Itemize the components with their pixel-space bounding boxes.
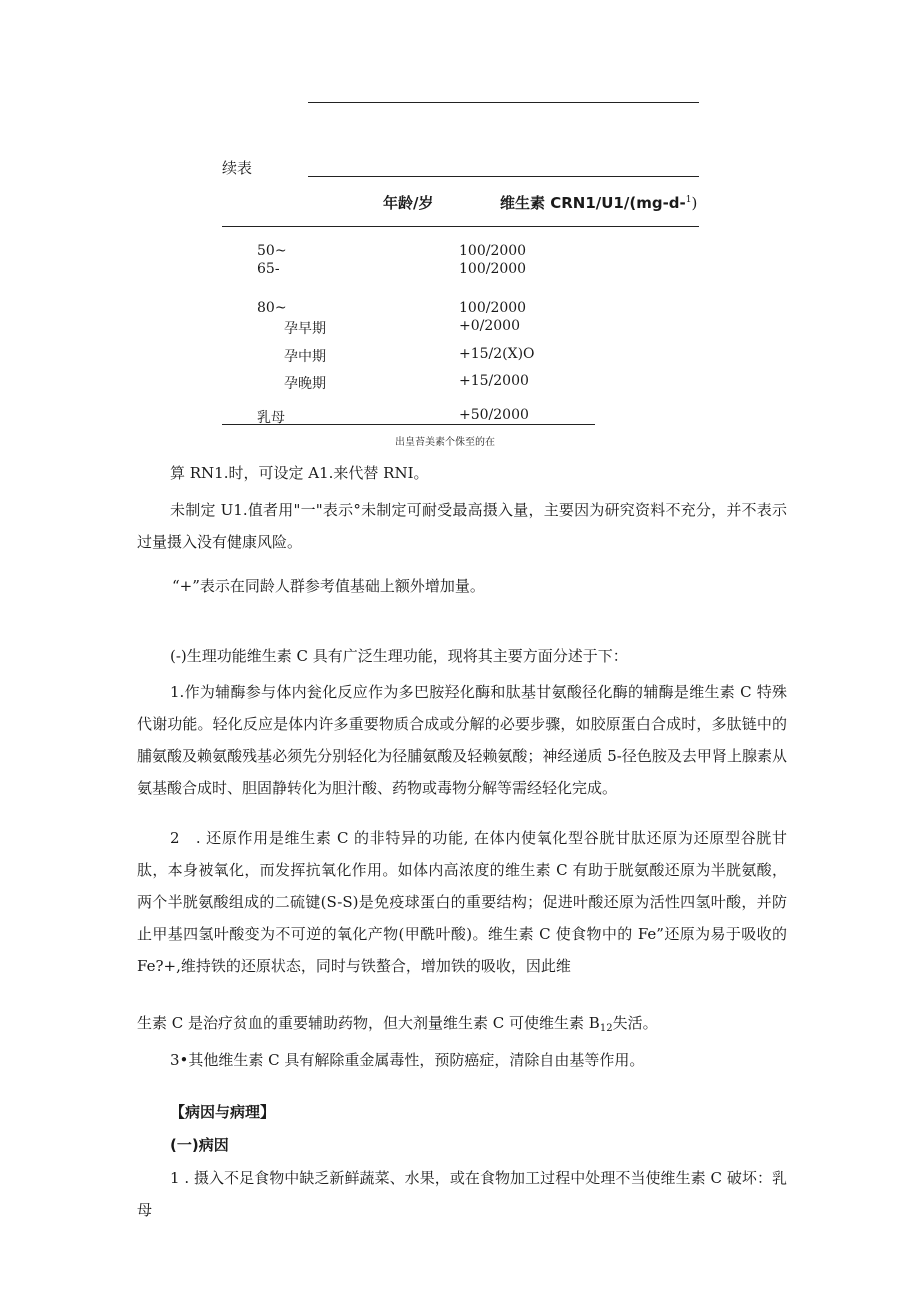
paragraph-other: 3•其他维生素 C 具有解除重金属毒性，预防癌症，清除自由基等作用。 [170, 1051, 645, 1069]
paragraph-reduction-cont-text: 生素 C 是治疗贫血的重要辅助药物，但大剂量维生素 C 可使维生素 B [137, 1014, 600, 1032]
table-top-rule [308, 102, 699, 103]
table-header-vitc [500, 192, 697, 213]
table-header-vitc-text: 维生素 CRN1/U1/(mg-d- [500, 194, 686, 212]
table-row-age: 80~ [257, 300, 287, 316]
table-row-age: 孕晚期 [284, 376, 326, 392]
table-row-age: 乳母 [257, 410, 285, 426]
table-row-age: 孕中期 [284, 349, 326, 365]
table-row-value: 100/2000 [459, 300, 527, 316]
section-intro: (-)生理功能维生素 C 具有广泛生理功能，现将其主要方面分述于下： [170, 647, 628, 665]
note-rni: 算 RN1.时，可设定 A1.来代替 RNI。 [170, 464, 429, 482]
table-row-value: +50/2000 [459, 407, 529, 423]
table-row-value: +15/2000 [459, 373, 529, 389]
heading-cause-pathology: 【病因与病理】 [170, 1103, 276, 1121]
heading-cause: (一)病因 [170, 1136, 229, 1154]
table-source-note: 出皇苔美素个侏至的在 [395, 437, 495, 448]
paragraph-reduction: 2 . 还原作用是维生素 C 的非特异的功能, 在体内使氧化型谷胱甘肽还原为还原型谷胱甘肽，本身被氧化，而发挥抗氧化作用。如体内高浓度的维生素 C 有助于胱氨酸还原为半胱氨酸，两个半胱氨酸组成的二硫键(S-S)是免疫球蛋白的重要结构；促进叶酸还原为活性四氢叶酸，并防止甲基四氢叶酸变为不可逆的氧化产物(甲酰叶酸)。维生素 C 使食物中的 Fe”还原为易于吸收的 Fe?+,维持铁的还原状态，同时与铁螯合，增加铁的吸收，因此维 [137, 829, 787, 975]
paragraph-reduction-cont [137, 1012, 658, 1034]
table-header-vitc-tail: ) [691, 194, 698, 212]
table-header-bottom-rule [222, 226, 699, 227]
table-continued-label: 续表 [222, 159, 253, 177]
table-row-value: 100/2000 [459, 243, 527, 259]
table-row-value: +0/2000 [459, 318, 520, 334]
table-row-age: 50~ [257, 243, 287, 259]
note-ul: 未制定 U1.值者用"一"表示°未制定可耐受最高摄入量，主要因为研究资料不充分，并不表示过量摄入没有健康风险。 [137, 501, 787, 551]
table-row-age: 65- [257, 261, 280, 277]
vitamin-b12-subscript: 12 [599, 1023, 613, 1034]
table-row-age: 孕早期 [284, 321, 326, 337]
paragraph-reduction-cont-tail: 失活。 [612, 1014, 658, 1032]
table-header-age: 年龄/岁 [383, 194, 434, 212]
table-header-top-rule [308, 176, 699, 177]
paragraph-hydroxylation: 1.作为辅酶参与体内瓮化反应作为多巴胺羟化酶和肽基甘氨酸径化酶的辅酶是维生素 C 特殊代谢功能。轻化反应是体内许多重要物质合成或分解的必要步骤，如胶原蛋白合成时，多肽链中的脯氨酸及赖氨酸残基必须先分别轻化为径脯氨酸及轻赖氨酸；神经递质 5-径色胺及去甲肾上腺素从氨基酸合成时、胆固静转化为胆汁酸、药物或毒物分解等需经轻化完成。 [137, 683, 787, 797]
table-row-value: 100/2000 [459, 261, 527, 277]
table-header-vitc-sup: 1 [685, 195, 692, 205]
table-row-value: +15/2(X)O [459, 346, 535, 362]
note-plus: “+”表示在同龄人群参考值基础上额外增加量。 [172, 577, 485, 595]
paragraph-intake: 1 . 摄入不足食物中缺乏新鲜蔬菜、水果，或在食物加工过程中处理不当使维生素 C 破坏：乳母 [137, 1169, 787, 1219]
